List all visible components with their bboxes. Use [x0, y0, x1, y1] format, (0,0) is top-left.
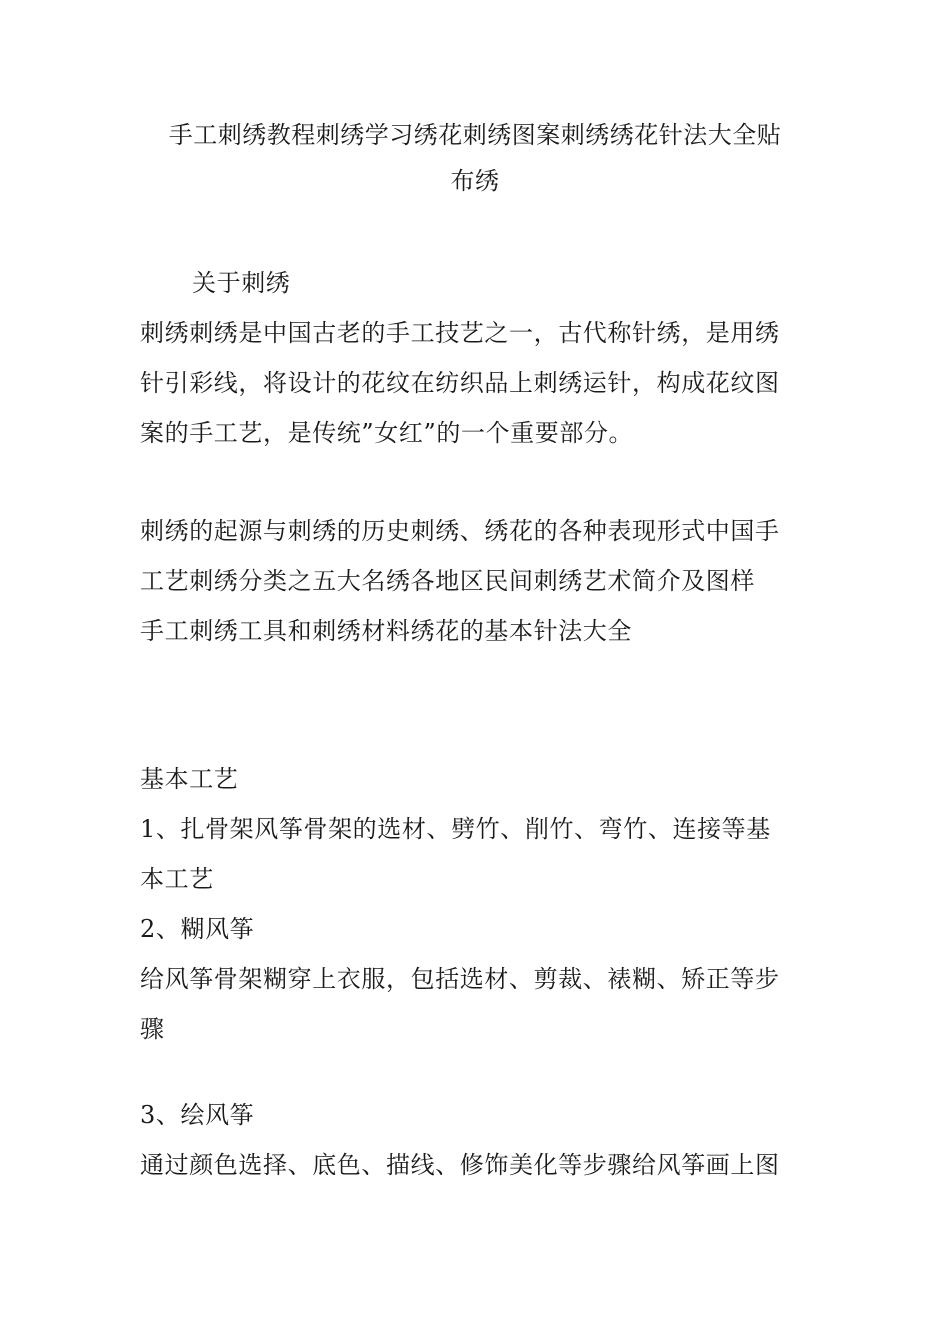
step2-heading: 2、糊风筝: [140, 915, 255, 943]
topics-line-2: 工艺刺绣分类之五大名绣各地区民间刺绣艺术简介及图样: [140, 567, 755, 595]
title-line-1: 手工刺绣教程刺绣学习绣花刺绣图案刺绣绣花针法大全贴: [168, 121, 782, 149]
document-title: [140, 112, 810, 204]
about-heading: 关于刺绣: [192, 269, 291, 297]
topics-line-3: 手工刺绣工具和刺绣材料绣花的基本针法大全: [140, 617, 632, 645]
step1-line-1: 1、扎骨架风筝骨架的选材、劈竹、削竹、弯竹、连接等基: [140, 815, 771, 843]
step1-line-2: 本工艺: [140, 865, 214, 893]
craft-heading: 基本工艺: [140, 765, 239, 793]
step3-line-1: 通过颜色选择、底色、描线、修饰美化等步骤给风筝画上图: [140, 1151, 780, 1179]
step2-line-2: 骤: [140, 1015, 165, 1043]
intro-line-2: 针引彩线，将设计的花纹在纺织品上刺绣运针，构成花纹图: [140, 369, 780, 397]
intro-line-1: 刺绣刺绣是中国古老的手工技艺之一，古代称针绣，是用绣: [140, 319, 780, 347]
intro-line-3: 案的手工艺，是传统”女红”的一个重要部分。: [140, 419, 634, 447]
title-line-2: 布绣: [450, 167, 500, 195]
step3-heading: 3、绘风筝: [140, 1101, 255, 1129]
topics-line-1: 刺绣的起源与刺绣的历史刺绣、绣花的各种表现形式中国手: [140, 517, 780, 545]
step2-line-1: 给风筝骨架糊穿上衣服，包括选材、剪裁、裱糊、矫正等步: [140, 965, 780, 993]
